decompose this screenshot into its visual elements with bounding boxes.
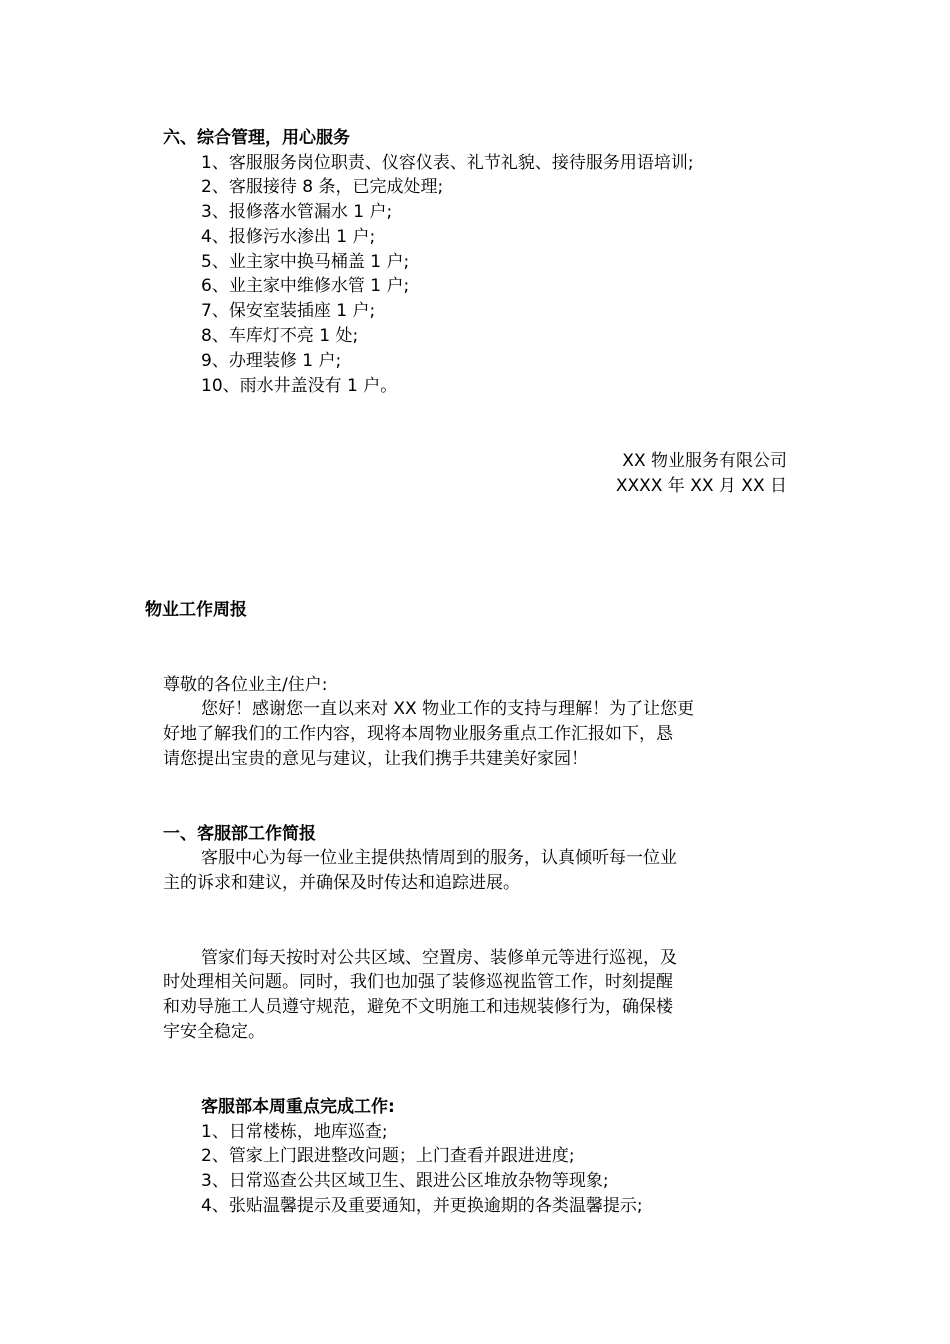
- greeting-line: 请您提出宝贵的意见与建议，让我们携手共建美好家园！: [163, 749, 588, 769]
- list-item: 1、客服服务岗位职责、仪容仪表、礼节礼貌、接待服务用语培训;: [201, 153, 694, 173]
- list-item: 6、业主家中维修水管 1 户;: [201, 276, 410, 296]
- list-item: 10、雨水井盖没有 1 户。: [201, 376, 398, 396]
- paragraph-line: 客服中心为每一位业主提供热情周到的服务，认真倾听每一位业: [201, 848, 677, 868]
- list-item: 2、客服接待 8 条，已完成处理;: [201, 177, 444, 197]
- list-item: 8、车库灯不亮 1 处;: [201, 326, 359, 346]
- list-item: 9、办理装修 1 户;: [201, 351, 342, 371]
- section1-subheading: 客服部本周重点完成工作:: [201, 1097, 395, 1117]
- section6-heading: 六、综合管理，用心服务: [163, 128, 350, 148]
- list-item: 7、保安室装插座 1 户;: [201, 301, 376, 321]
- list-item: 5、业主家中换马桶盖 1 户;: [201, 252, 410, 272]
- greeting-line: 您好！感谢您一直以来对 XX 物业工作的支持与理解！为了让您更: [201, 699, 695, 719]
- list-item: 2、管家上门跟进整改问题；上门查看并跟进进度;: [201, 1146, 575, 1166]
- salutation: 尊敬的各位业主/住户:: [163, 675, 328, 695]
- list-item: 1、日常楼栋，地库巡查;: [201, 1122, 388, 1142]
- paragraph-line: 管家们每天按时对公共区域、空置房、装修单元等进行巡视，及: [201, 948, 677, 968]
- signature-company: XX 物业服务有限公司: [622, 451, 787, 471]
- list-item: 3、日常巡查公共区域卫生、跟进公区堆放杂物等现象;: [201, 1171, 609, 1191]
- section1-heading: 一、客服部工作简报: [163, 824, 316, 844]
- greeting-line: 好地了解我们的工作内容，现将本周物业服务重点工作汇报如下，恳: [163, 724, 673, 744]
- paragraph-line: 宇安全稳定。: [163, 1022, 265, 1042]
- page-title: 物业工作周报: [145, 600, 247, 620]
- paragraph-line: 时处理相关问题。同时，我们也加强了装修巡视监管工作，时刻提醒: [163, 972, 673, 992]
- signature-date: XXXX 年 XX 月 XX 日: [615, 476, 787, 496]
- paragraph-line: 主的诉求和建议，并确保及时传达和追踪进展。: [163, 873, 520, 893]
- list-item: 4、张贴温馨提示及重要通知，并更换逾期的各类温馨提示;: [201, 1196, 643, 1216]
- list-item: 4、报修污水渗出 1 户;: [201, 227, 376, 247]
- paragraph-line: 和劝导施工人员遵守规范，避免不文明施工和违规装修行为，确保楼: [163, 997, 673, 1017]
- list-item: 3、报修落水管漏水 1 户;: [201, 202, 393, 222]
